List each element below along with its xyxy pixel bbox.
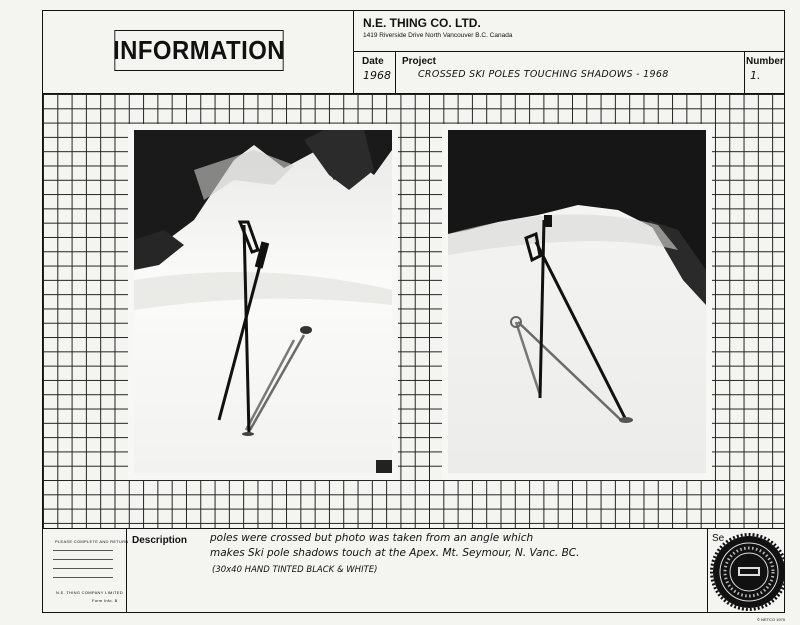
photo-crossed-poles <box>134 130 392 473</box>
number-value: 1. <box>750 69 761 82</box>
footer-divider-right <box>707 528 708 613</box>
seal-label: Se <box>712 533 725 544</box>
project-value: CROSSED SKI POLES TOUCHING SHADOWS - 1968 <box>418 69 669 80</box>
return-line <box>53 577 113 578</box>
company-name: N.E. THING CO. LTD. <box>363 16 481 30</box>
number-divider <box>744 51 745 94</box>
project-label: Project <box>402 56 436 67</box>
description-line-2: makes Ski pole shadows touch at the Apex. Mt. Seymour, N. Vanc. BC. <box>210 547 580 559</box>
description-label: Description <box>132 535 188 546</box>
header-rule <box>353 51 785 52</box>
return-line <box>53 550 113 551</box>
return-line <box>53 559 113 560</box>
form-title: INFORMATION <box>114 30 283 71</box>
photo-touching-shadows <box>448 130 706 473</box>
number-label: Number <box>746 56 784 67</box>
form-code: Form Info. B <box>92 598 118 603</box>
company-address: 1419 Riverside Drive North Vancouver B.C. Canada <box>363 32 513 39</box>
date-label: Date <box>362 56 384 67</box>
company-seal <box>709 528 785 613</box>
description-line-1: poles were crossed but photo was taken from an angle which <box>210 532 534 544</box>
return-line <box>53 568 113 569</box>
date-value: 1968 <box>363 69 391 82</box>
copyright: © NETCO 1970 <box>757 617 786 622</box>
company-limited: N.E. THING COMPANY LIMITED <box>56 590 123 595</box>
date-divider <box>395 51 396 94</box>
description-line-3: (30x40 HAND TINTED BLACK & WHITE) <box>212 565 378 575</box>
complete-return-label: PLEASE COMPLETE AND RETURN <box>55 539 129 544</box>
